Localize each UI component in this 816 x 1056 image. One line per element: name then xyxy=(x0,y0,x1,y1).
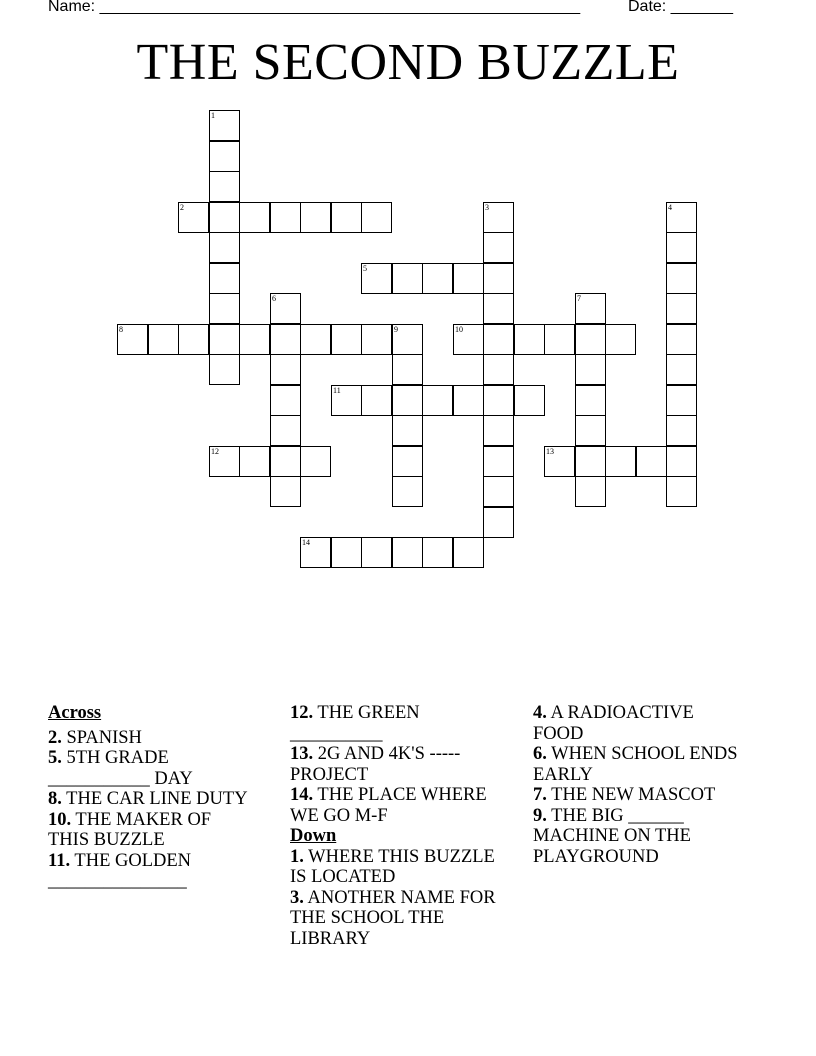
clue-number: 2 xyxy=(180,203,184,212)
grid-cell[interactable] xyxy=(453,537,484,568)
grid-cell[interactable] xyxy=(575,476,606,507)
grid-cell[interactable] xyxy=(666,354,697,385)
grid-cell[interactable] xyxy=(483,446,514,477)
grid-cell[interactable] xyxy=(666,385,697,416)
clue-down-1: 1. WHERE THIS BUZZLE IS LOCATED xyxy=(290,846,495,887)
clue-number: 1 xyxy=(211,111,215,120)
grid-cell[interactable] xyxy=(392,415,423,446)
grid-cell[interactable] xyxy=(666,415,697,446)
grid-cell[interactable] xyxy=(361,202,392,233)
grid-cell[interactable] xyxy=(331,202,362,233)
clue-across-11: 11. THE GOLDEN _______________ xyxy=(48,850,192,891)
grid-cell[interactable] xyxy=(300,537,331,568)
clue-across-14: 14. THE PLACE WHERE WE GO M-F xyxy=(290,785,487,826)
grid-cell[interactable] xyxy=(361,385,392,416)
grid-cell[interactable] xyxy=(666,476,697,507)
grid-cell[interactable] xyxy=(209,446,240,477)
grid-cell[interactable] xyxy=(209,293,240,324)
grid-cell[interactable] xyxy=(209,202,240,233)
grid-cell[interactable] xyxy=(483,354,514,385)
grid-cell[interactable] xyxy=(453,263,484,294)
grid-cell[interactable] xyxy=(239,446,270,477)
grid-cell[interactable] xyxy=(392,324,423,355)
grid-cell[interactable] xyxy=(666,324,697,355)
clue-down-4: 4. A RADIOACTIVE FOOD xyxy=(533,703,694,744)
grid-cell[interactable] xyxy=(148,324,179,355)
grid-cell[interactable] xyxy=(300,446,331,477)
grid-cell[interactable] xyxy=(331,324,362,355)
grid-cell[interactable] xyxy=(392,354,423,385)
grid-cell[interactable] xyxy=(361,263,392,294)
clue-across-8: 8. THE CAR LINE DUTY xyxy=(48,789,248,809)
clue-down-6: 6. WHEN SCHOOL ENDS EARLY xyxy=(533,744,738,785)
grid-cell[interactable] xyxy=(575,385,606,416)
clue-number: 14 xyxy=(302,538,310,547)
clue-column-2 xyxy=(290,703,515,949)
grid-cell[interactable] xyxy=(483,476,514,507)
grid-cell[interactable] xyxy=(575,293,606,324)
clue-number: 10 xyxy=(455,325,463,334)
grid-cell[interactable] xyxy=(514,324,545,355)
grid-cell[interactable] xyxy=(117,324,148,355)
grid-cell[interactable] xyxy=(300,202,331,233)
clue-number: 8 xyxy=(119,325,123,334)
grid-cell[interactable] xyxy=(209,110,240,141)
grid-cell[interactable] xyxy=(483,324,514,355)
grid-cell[interactable] xyxy=(605,324,636,355)
clue-across-12: 12. THE GREEN __________ xyxy=(290,703,420,744)
grid-cell[interactable] xyxy=(361,537,392,568)
grid-cell[interactable] xyxy=(270,385,301,416)
grid-cell[interactable] xyxy=(483,232,514,263)
grid-cell[interactable] xyxy=(636,446,667,477)
grid-cell[interactable] xyxy=(483,385,514,416)
grid-cell[interactable] xyxy=(361,324,392,355)
grid-cell[interactable] xyxy=(331,385,362,416)
grid-cell[interactable] xyxy=(514,385,545,416)
grid-cell[interactable] xyxy=(331,537,362,568)
grid-cell[interactable] xyxy=(209,232,240,263)
grid-cell[interactable] xyxy=(544,324,575,355)
clue-number: 12 xyxy=(211,447,219,456)
grid-cell[interactable] xyxy=(453,324,484,355)
grid-cell[interactable] xyxy=(666,202,697,233)
grid-cell[interactable] xyxy=(575,324,606,355)
grid-cell[interactable] xyxy=(544,446,575,477)
page-title: THE SECOND BUZZLE xyxy=(136,34,680,91)
clue-number: 4 xyxy=(668,203,672,212)
grid-cell[interactable] xyxy=(209,141,240,172)
grid-cell[interactable] xyxy=(605,446,636,477)
clue-number: 9 xyxy=(394,325,398,334)
grid-cell[interactable] xyxy=(209,324,240,355)
grid-cell[interactable] xyxy=(270,202,301,233)
grid-cell[interactable] xyxy=(422,537,453,568)
clue-down-9: 9. THE BIG ______ MACHINE ON THE PLAYGROUND xyxy=(533,805,691,867)
grid-cell[interactable] xyxy=(209,171,240,202)
grid-cell[interactable] xyxy=(392,446,423,477)
grid-cell[interactable] xyxy=(483,263,514,294)
grid-cell[interactable] xyxy=(666,293,697,324)
grid-cell[interactable] xyxy=(483,507,514,538)
grid-cell[interactable] xyxy=(483,293,514,324)
across-heading: Across xyxy=(48,703,102,723)
grid-cell[interactable] xyxy=(239,324,270,355)
grid-cell[interactable] xyxy=(392,476,423,507)
date-field: Date: _______ xyxy=(628,0,733,15)
grid-cell[interactable] xyxy=(209,263,240,294)
grid-cell[interactable] xyxy=(239,202,270,233)
grid-cell[interactable] xyxy=(483,202,514,233)
grid-cell[interactable] xyxy=(392,537,423,568)
grid-cell[interactable] xyxy=(453,385,484,416)
grid-cell[interactable] xyxy=(209,354,240,385)
grid-cell[interactable] xyxy=(300,324,331,355)
grid-cell[interactable] xyxy=(270,446,301,477)
clue-number: 5 xyxy=(363,264,367,273)
grid-cell[interactable] xyxy=(666,232,697,263)
clue-down-7: 7. THE NEW MASCOT xyxy=(533,785,716,805)
down-heading: Down xyxy=(290,826,337,846)
grid-cell[interactable] xyxy=(422,263,453,294)
grid-cell[interactable] xyxy=(666,263,697,294)
grid-cell[interactable] xyxy=(422,385,453,416)
clue-column-1 xyxy=(48,703,248,892)
clue-number: 7 xyxy=(577,294,581,303)
grid-cell[interactable] xyxy=(575,354,606,385)
clue-column-3 xyxy=(533,703,743,867)
clue-number: 3 xyxy=(485,203,489,212)
clue-number: 13 xyxy=(546,447,554,456)
clue-down-3: 3. ANOTHER NAME FOR THE SCHOOL THE LIBRARY xyxy=(290,887,496,949)
clue-number: 11 xyxy=(333,386,341,395)
name-field: Name: ______________________________________________________ xyxy=(48,0,581,15)
grid-cell[interactable] xyxy=(270,293,301,324)
clue-across-5: 5. 5TH GRADE ___________ DAY xyxy=(48,748,193,789)
clue-across-13: 13. 2G AND 4K'S ----- PROJECT xyxy=(290,744,461,785)
grid-cell[interactable] xyxy=(575,415,606,446)
grid-cell[interactable] xyxy=(270,476,301,507)
clue-across-10: 10. THE MAKER OF THIS BUZZLE xyxy=(48,809,212,850)
clue-number: 6 xyxy=(272,294,276,303)
grid-cell[interactable] xyxy=(178,324,209,355)
grid-cell[interactable] xyxy=(483,415,514,446)
grid-cell[interactable] xyxy=(270,415,301,446)
grid-cell[interactable] xyxy=(270,354,301,385)
grid-cell[interactable] xyxy=(575,446,606,477)
grid-cell[interactable] xyxy=(392,385,423,416)
grid-cell[interactable] xyxy=(392,263,423,294)
clue-across-2: 2. SPANISH xyxy=(48,727,142,748)
grid-cell[interactable] xyxy=(270,324,301,355)
grid-cell[interactable] xyxy=(666,446,697,477)
grid-cell[interactable] xyxy=(178,202,209,233)
